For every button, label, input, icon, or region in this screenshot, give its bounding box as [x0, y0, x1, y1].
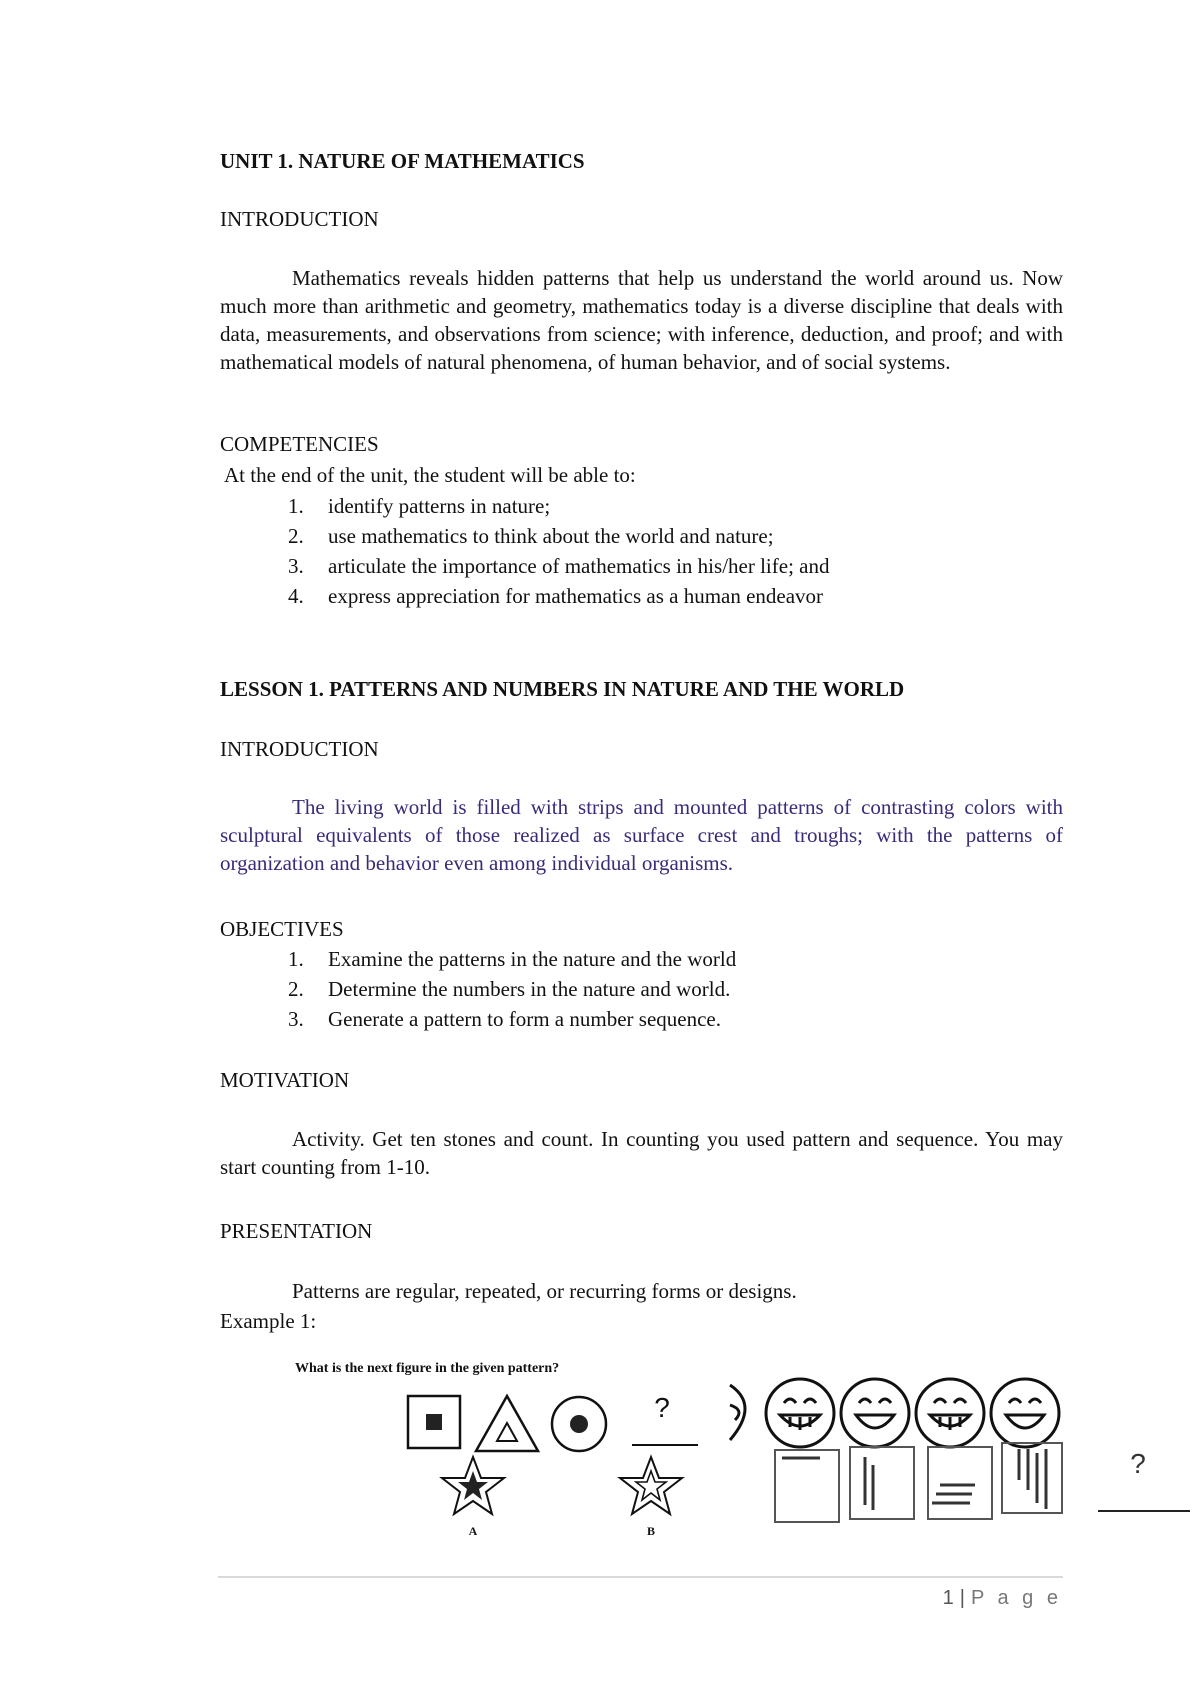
- list-item: 3. Generate a pattern to form a number sequence.: [288, 1007, 721, 1031]
- star-choice-a: [442, 1457, 504, 1514]
- tally-boxes-row: [775, 1443, 1062, 1522]
- example-label: Example 1:: [220, 1309, 317, 1333]
- lesson-intro-heading: INTRODUCTION: [220, 737, 379, 761]
- smiley-grin-icon: [916, 1379, 984, 1447]
- motivation-paragraph: Activity. Get ten stones and count. In counting you used pattern and sequence. You may start counting from 1-10.: [220, 1127, 1063, 1179]
- tally-box: [928, 1447, 992, 1519]
- tally-question-mark: ?: [1130, 1448, 1146, 1479]
- list-item: 2. Determine the numbers in the nature and world.: [288, 977, 731, 1001]
- footer-separator: |: [959, 1587, 965, 1609]
- choice-b-label: B: [646, 1524, 656, 1538]
- smiley-smile-icon: [841, 1379, 909, 1447]
- page-label: P a g e: [970, 1587, 1062, 1609]
- competencies-heading: COMPETENCIES: [220, 432, 379, 456]
- list-item: 1. Examine the patterns in the nature and the world: [288, 947, 737, 971]
- lesson-intro-paragraph: The living world is filled with strips and mounted patterns of contrasting colors with sculptural equivalents of those realized as surface crest and troughs; with the patterns of organization and behavior even among individual organisms.: [220, 795, 1063, 875]
- circle-shape: [552, 1397, 606, 1451]
- page-footer: [943, 1587, 1062, 1610]
- square-shape: [408, 1396, 460, 1448]
- choice-a-label: A: [468, 1524, 478, 1538]
- example-figure: [290, 1345, 1200, 1555]
- tally-box: [1002, 1443, 1062, 1513]
- tally-box: [850, 1447, 914, 1519]
- competencies-list: [288, 491, 829, 611]
- footer-divider: [218, 1576, 1063, 1578]
- smiley-grin-icon: [766, 1379, 834, 1447]
- page-number: 1: [942, 1587, 954, 1609]
- blank-question-mark: ?: [654, 1392, 670, 1423]
- unit-intro-heading: INTRODUCTION: [220, 207, 379, 231]
- unit-intro-paragraph: Mathematics reveals hidden patterns that help us understand the world around us. Now much more than arithmetic and geometry, mathematics today is a diverse discipline that deals with data, measurements, and observations from science; with inference, deduction, and proof; and with mathematical models of natural phenomena, of human behavior, and of social systems.: [220, 266, 1063, 374]
- list-item: 3. articulate the importance of mathematics in his/her life; and: [288, 554, 830, 578]
- objectives-heading: OBJECTIVES: [220, 917, 344, 941]
- presentation-heading: PRESENTATION: [220, 1219, 373, 1243]
- smiley-faces-row: [730, 1379, 1059, 1447]
- list-item: 4. express appreciation for mathematics as a human endeavor: [288, 584, 824, 608]
- objectives-list: [288, 944, 736, 1034]
- competencies-lead: At the end of the unit, the student will be able to:: [224, 463, 636, 487]
- list-item: 2. use mathematics to think about the world and nature;: [288, 524, 774, 548]
- unit-title: UNIT 1. NATURE OF MATHEMATICS: [220, 149, 585, 173]
- tally-box: [775, 1450, 839, 1522]
- smiley-smile-icon: [991, 1379, 1059, 1447]
- triangle-shape: [476, 1396, 538, 1451]
- motivation-heading: MOTIVATION: [220, 1068, 350, 1092]
- presentation-text: Patterns are regular, repeated, or recurring forms or designs.: [292, 1279, 797, 1303]
- figure-question: What is the next figure in the given pattern?: [295, 1361, 560, 1376]
- lesson-title: LESSON 1. PATTERNS AND NUMBERS IN NATURE AND THE WORLD: [220, 677, 905, 701]
- list-item: 1. identify patterns in nature;: [288, 494, 551, 518]
- star-choice-b: [620, 1457, 682, 1514]
